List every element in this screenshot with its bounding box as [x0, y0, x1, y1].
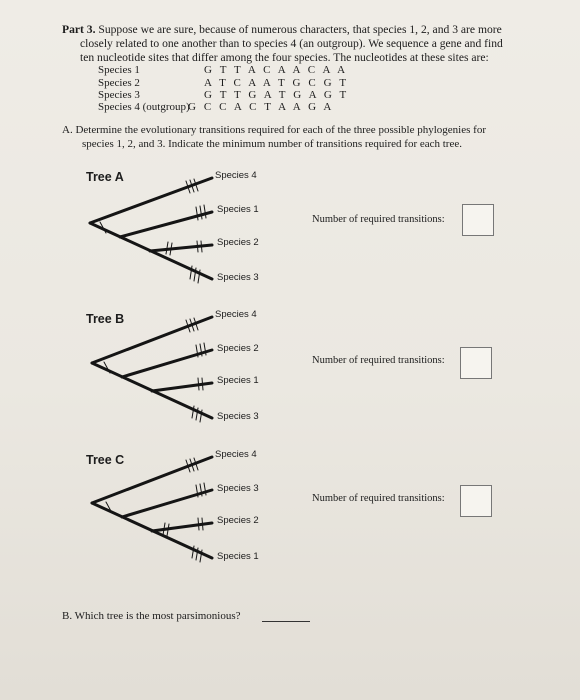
sequence-label-2: Species 2 — [98, 77, 140, 89]
intro-text-1: Suppose we are sure, because of numerous characters, that species 1, 2, and 3 are more — [98, 23, 502, 36]
tree-a-diagram — [90, 178, 212, 283]
sequence-2: A T C A A T G C G T — [204, 77, 349, 89]
tree-a-answer-box[interactable] — [462, 204, 494, 236]
tree-a-prompt: Number of required transitions: — [312, 214, 445, 225]
question-a-line-1: A. Determine the evolutionary transitions required for each of the three possible phylogenies for — [62, 124, 486, 136]
tree-b-tip-2: Species 2 — [217, 343, 259, 354]
tree-a-tip-3: Species 2 — [217, 237, 259, 248]
tree-a-tip-1: Species 4 — [215, 170, 257, 181]
tree-b-title: Tree B — [86, 312, 125, 326]
tree-c-prompt: Number of required transitions: — [312, 493, 445, 504]
question-b: B. Which tree is the most parsimonious? — [62, 610, 241, 622]
tree-b-tip-4: Species 3 — [217, 411, 259, 422]
part-label: Part 3. — [62, 23, 96, 36]
tree-c-tip-2: Species 3 — [217, 483, 259, 494]
tree-c-title: Tree C — [86, 453, 125, 467]
tree-a-tip-2: Species 1 — [217, 204, 259, 215]
question-b-answer-line[interactable] — [262, 621, 310, 622]
intro-line-3: ten nucleotide sites that differ among the four species. The nucleotides at these sites are: — [80, 51, 489, 64]
intro-line-2: closely related to one another than to species 4 (an outgroup). We sequence a gene and find — [80, 37, 503, 50]
tree-c-tip-4: Species 1 — [217, 551, 259, 562]
tree-b-tip-3: Species 1 — [217, 375, 259, 386]
tree-a-tip-4: Species 3 — [217, 272, 259, 283]
tree-b-diagram — [92, 317, 212, 422]
sequence-label-4: Species 4 (outgroup) — [98, 101, 190, 113]
tree-b-answer-box[interactable] — [460, 347, 492, 379]
question-a-line-2: species 1, 2, and 3. Indicate the minimum number of transitions required for each tree. — [82, 138, 462, 150]
tree-b-tip-1: Species 4 — [215, 309, 257, 320]
sequence-3: G T T G A T G A G T — [204, 89, 349, 101]
tree-c-tip-3: Species 2 — [217, 515, 259, 526]
tree-c-tip-1: Species 4 — [215, 449, 257, 460]
sequence-4: G C C A C T A A G A — [188, 101, 334, 113]
tree-b-prompt: Number of required transitions: — [312, 355, 445, 366]
tree-c-diagram — [92, 457, 212, 562]
sequence-1: G T T A C A A C A A — [204, 64, 348, 76]
sequence-label-1: Species 1 — [98, 64, 140, 76]
tree-c-answer-box[interactable] — [460, 485, 492, 517]
tree-a-title: Tree A — [86, 170, 124, 184]
sequence-label-3: Species 3 — [98, 89, 140, 101]
